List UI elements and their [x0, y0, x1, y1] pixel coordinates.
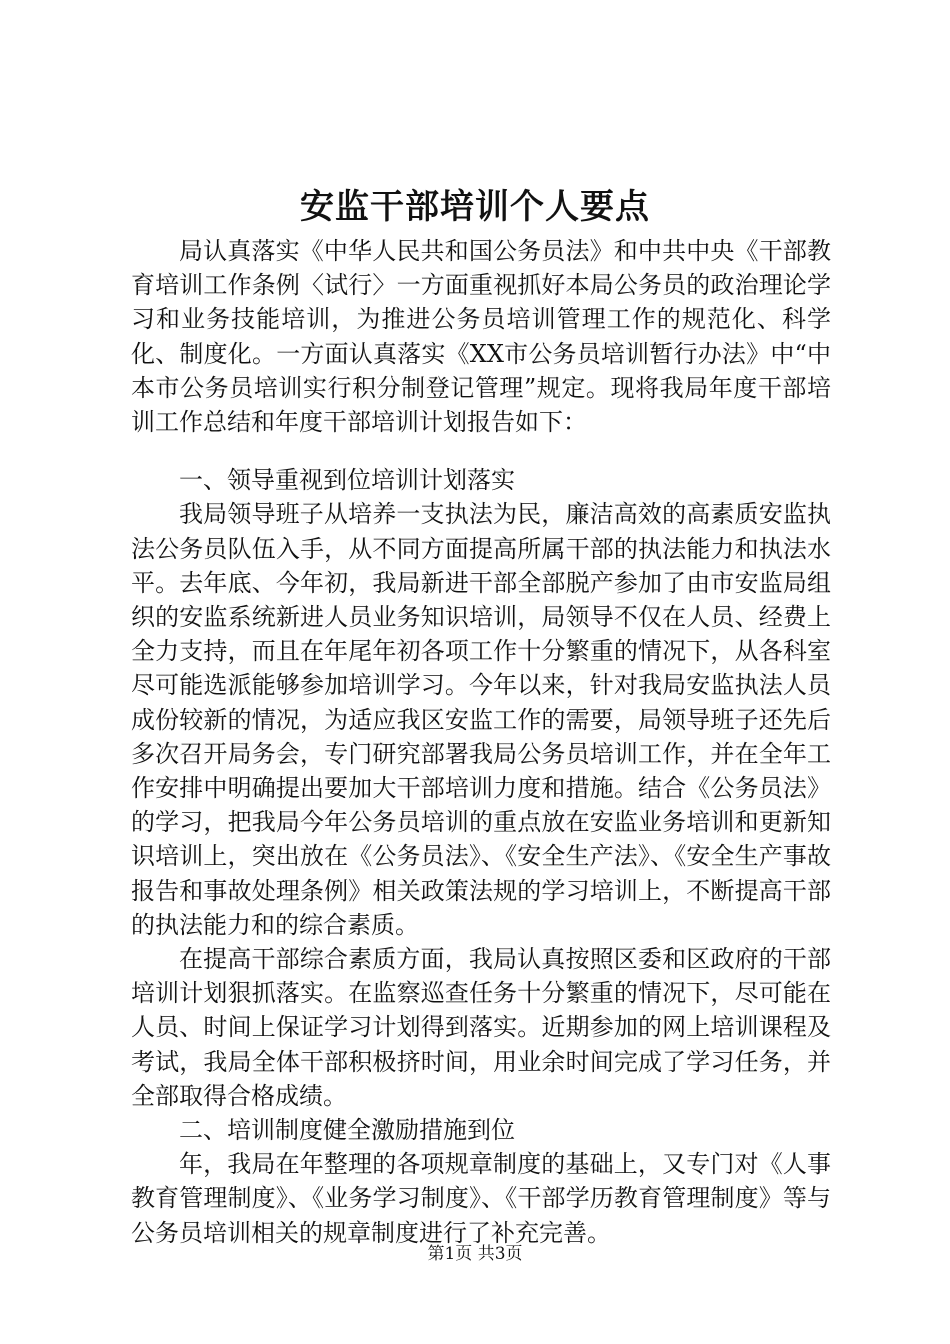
page-number-footer: 第1页 共3页	[427, 1244, 523, 1264]
document-body	[131, 234, 831, 1250]
section-1-paragraph-2: 在提高干部综合素质方面，我局认真按照区委和区政府的干部培训计划狠抓落实。在监察巡查任务十分繁重的情况下，尽可能在人员、时间上保证学习计划得到落实。近期参加的网上培训课程及考试，我局全体干部积极挤时间，用业余时间完成了学习任务，并全部取得合格成绩。	[131, 945, 831, 1110]
section-2-heading: 二、培训制度健全激励措施到位	[179, 1116, 515, 1145]
section-1-paragraph-1: 我局领导班子从培养一支执法为民，廉洁高效的高素质安监执法公务员队伍入手，从不同方面提高所属干部的执法能力和执法水平。去年底、今年初，我局新进干部全部脱产参加了由市安监局组织的安监系统新进人员业务知识培训，局领导不仅在人员、经费上全力支持，而且在年尾年初各项工作十分繁重的情况下，从各科室尽可能选派能够参加培训学习。今年以来，针对我局安监执法人员成份较新的情况，为适应我区安监工作的需要，局领导班子还先后多次召开局务会，专门研究部署我局公务员培训工作，并在全年工作安排中明确提出要加大干部培训力度和措施。结合《公务员法》的学习，把我局今年公务员培训的重点放在安监业务培训和更新知识培训上，突出放在《公务员法》、《安全生产法》、《安全生产事故报告和事故处理条例》相关政策法规的学习培训上，不断提高干部的执法能力和的综合素质。	[131, 500, 831, 939]
paragraph-gap	[131, 439, 831, 463]
section-1-heading: 一、领导重视到位培训计划落实	[179, 466, 515, 495]
intro-paragraph: 局认真落实《中华人民共和国公务员法》和中共中央《干部教育培训工作条例〈试行〉一方面重视抓好本局公务员的政治理论学习和业务技能培训，为推进公务员培训管理工作的规范化、科学化、制度化。一方面认真落实《XX市公务员培训暂行办法》中“中本市公务员培训实行积分制登记管理”规定。现将我局年度干部培训工作总结和年度干部培训计划报告如下：	[131, 237, 831, 437]
document-title: 安监干部培训个人要点	[300, 187, 650, 227]
section-2-paragraph-1: 年，我局在年整理的各项规章制度的基础上，又专门对《人事教育管理制度》、《业务学习制度》、《干部学历教育管理制度》等与公务员培训相关的规章制度进行了补充完善。	[131, 1150, 831, 1247]
